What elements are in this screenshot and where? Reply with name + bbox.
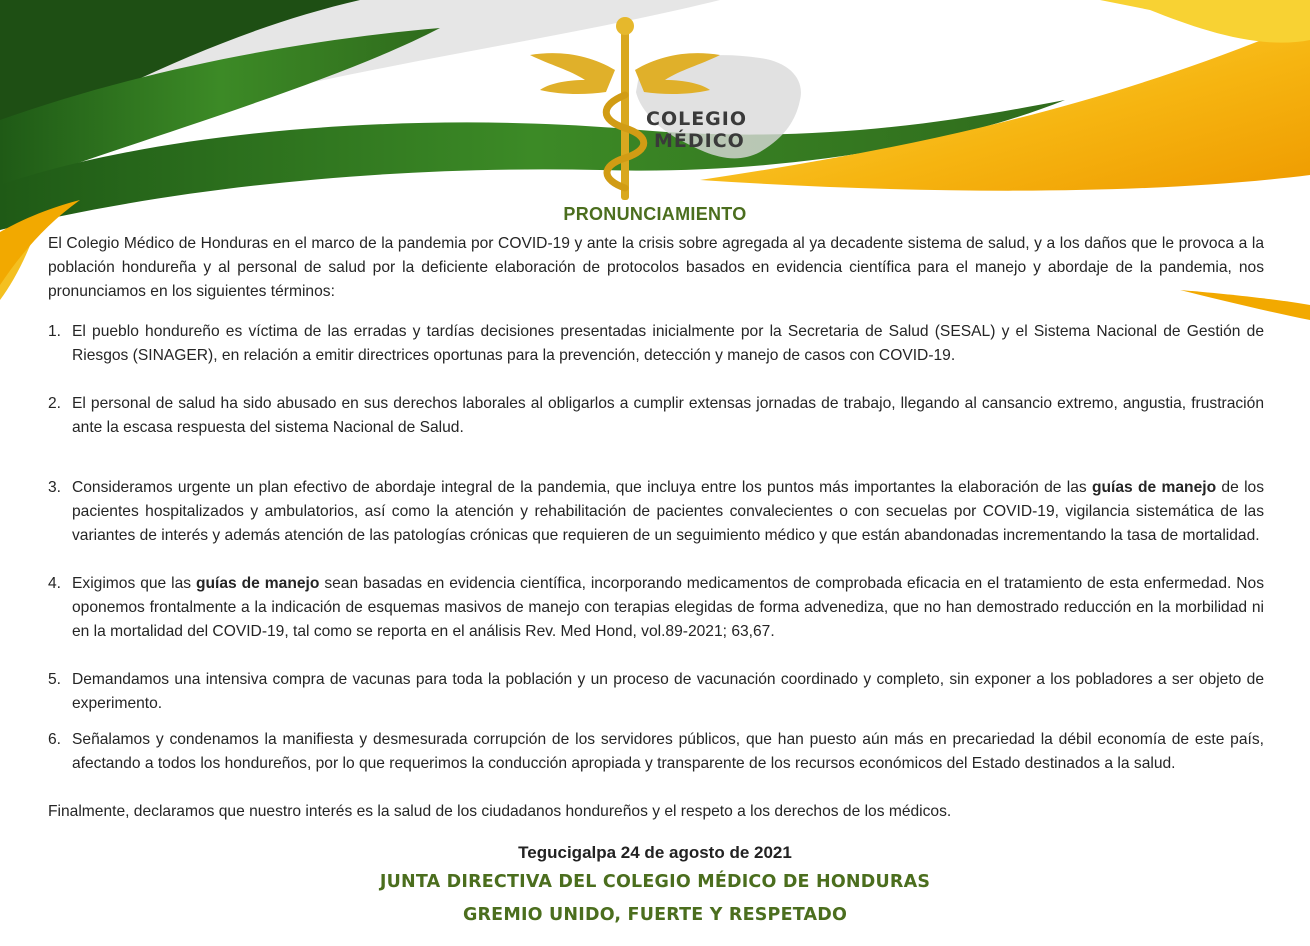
- list-item-text: Exigimos que las guías de manejo sean basadas en evidencia científica, incorporando medicamentos de comprobada eficacia en el tratamiento de esta enfermedad. Nos oponemos frontalmente a la indicación de esquemas masivos de manejo con terapias elegidas de forma advenediza, que no han demostrado reducción en la morbilidad ni en la mortalidad del COVID-19, tal como se reporta en el análisis Rev. Med Hond, vol.89-2021; 63,67.: [72, 575, 1264, 640]
- wing-left-icon: [530, 53, 615, 94]
- list-item-number: 4.: [48, 575, 62, 592]
- list-item-text: El pueblo hondureño es víctima de las erradas y tardías decisiones presentadas inicialmente por la Secretaria de Salud (SESAL) y el Sistema Nacional de Gestión de Riesgos (SINAGER), en relación a emitir directrices oportunas para la prevención, detección y manejo de casos con COVID-19.: [72, 323, 1264, 364]
- document-title: PRONUNCIAMIENTO: [563, 204, 747, 224]
- staff-knob-icon: [616, 17, 634, 35]
- list-item-text: Demandamos una intensiva compra de vacunas para toda la población y un proceso de vacunación coordinado y completo, sin exponer a los pobladores a ser objeto de experimento.: [72, 671, 1264, 712]
- list-item-text: Consideramos urgente un plan efectivo de abordaje integral de la pandemia, que incluya entre los puntos más importantes la elaboración de las guías de manejo de los pacientes hospitalizados y ambulatorios, así como la atención y rehabilitación de pacientes convalecientes o con secuelas por COVID-19, vigilancia sistemática de las variantes de interés y además atención de las patologías crónicas que requieren de un seguimiento médico y que están abandonadas incrementando la tasa de mortalidad.: [72, 479, 1265, 544]
- staff-icon: [621, 30, 629, 200]
- signature-board: JUNTA DIRECTIVA DEL COLEGIO MÉDICO DE HONDURAS: [379, 872, 931, 892]
- bold-term: guías de manejo: [1091, 479, 1217, 496]
- list-item: [48, 572, 1264, 644]
- logo-text-colegio: COLEGIO: [646, 108, 747, 130]
- list-item-number: 1.: [48, 323, 62, 340]
- bold-term: guías de manejo: [196, 575, 320, 592]
- closing-paragraph: Finalmente, declaramos que nuestro interés es la salud de los ciudadanos hondureños y el respeto a los derechos de los médicos.: [48, 803, 952, 820]
- list-item: [48, 320, 1264, 368]
- gold-swoosh-right: [1100, 0, 1310, 43]
- list-item: [48, 728, 1264, 776]
- list-item: [48, 392, 1264, 440]
- list-item-number: 5.: [48, 671, 62, 688]
- list-item-number: 2.: [48, 395, 62, 412]
- list-item-text: Señalamos y condenamos la manifiesta y desmesurada corrupción de los servidores públicos, que han puesto aún más en precariedad la débil economía de este país, afectando a todos los hondureños, por lo que requerimos la conducción apropiada y transparente de los recursos económicos del Estado destinados a la salud.: [72, 731, 1264, 772]
- intro-paragraph: El Colegio Médico de Honduras en el marco de la pandemia por COVID-19 y ante la crisis sobre agregada al ya decadente sistema de salud, y a los daños que le provoca a la población hondureña y al personal de salud por la deficiente elaboración de protocolos basados en evidencia científica para el manejo y abordaje de la pandemia, nos pronunciamos en los siguientes términos:: [48, 235, 1264, 300]
- signature-motto: GREMIO UNIDO, FUERTE Y RESPETADO: [462, 905, 848, 925]
- list-item-text: El personal de salud ha sido abusado en sus derechos laborales al obligarlos a cumplir extensas jornadas de trabajo, llegando al cansancio extremo, angustia, frustración ante la escasa respuesta del sistema Nacional de Salud.: [72, 395, 1264, 436]
- list-item: [48, 668, 1264, 716]
- signature-date: Tegucigalpa 24 de agosto de 2021: [518, 843, 792, 862]
- list-item: [48, 476, 1264, 548]
- logo-text-medico: MÉDICO: [654, 130, 745, 152]
- list-item-number: 3.: [48, 479, 62, 496]
- list-item-number: 6.: [48, 731, 62, 748]
